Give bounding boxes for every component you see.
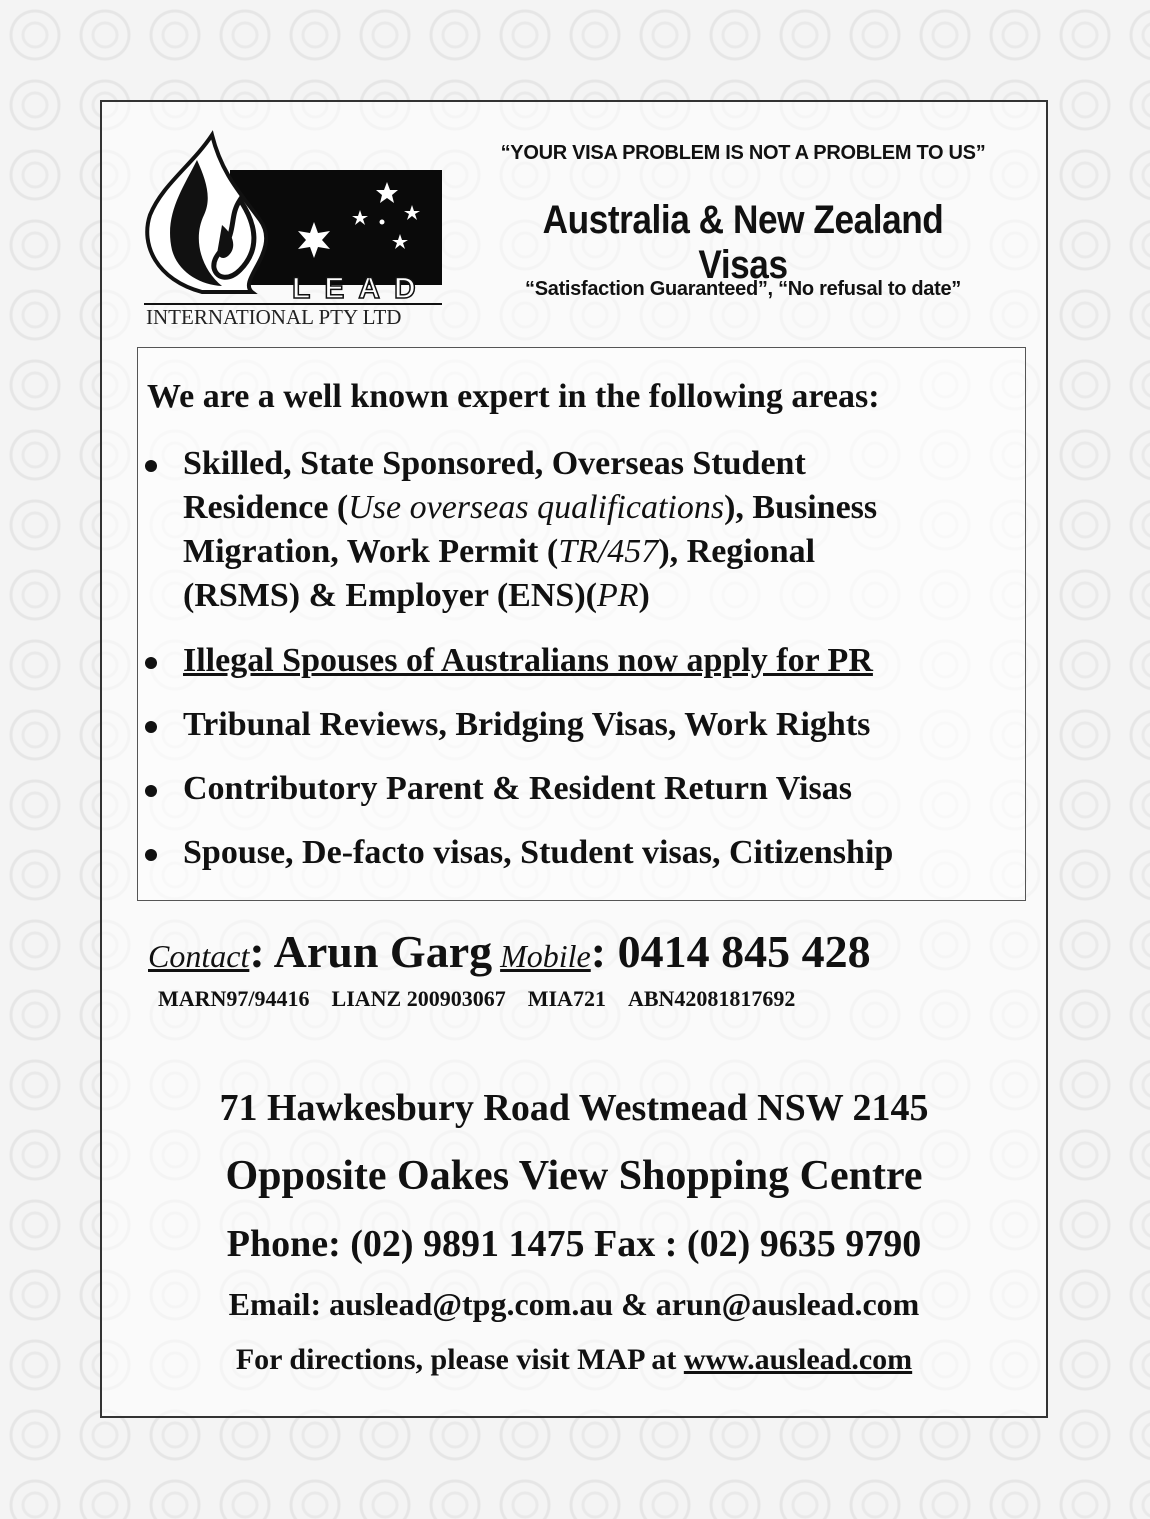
directions-text: For directions, please visit MAP at	[235, 1343, 684, 1376]
bullet-icon	[145, 849, 157, 861]
mobile-number[interactable]: : 0414 845 428	[590, 926, 871, 977]
directions-line	[100, 1343, 1048, 1377]
bullet-icon	[145, 785, 157, 797]
contact-label: Contact	[148, 938, 250, 974]
company-logo	[142, 130, 447, 330]
pr-label: PR	[596, 577, 639, 614]
mia-number: MIA721	[527, 986, 606, 1011]
landmark: Opposite Oakes View Shopping Centre	[225, 1153, 923, 1199]
registration-numbers	[158, 986, 817, 1012]
bullet-icon	[145, 721, 157, 733]
service-item-spouse: Spouse, De-facto visas, Student visas, Citizenship	[183, 834, 894, 871]
services-heading: We are a well known expert in the following areas:	[147, 378, 880, 415]
lianz-number: LIANZ 200903067	[331, 986, 506, 1011]
residence-note: Use overseas qualifications	[348, 489, 725, 526]
phone-fax: Phone: (02) 9891 1475 Fax : (02) 9635 9790	[226, 1223, 922, 1265]
satisfaction-tagline: “Satisfaction Guaranteed”, “No refusal to date”	[525, 278, 961, 300]
bullet-icon	[145, 657, 157, 669]
marn-number: MARN97/94416	[158, 986, 310, 1011]
service-item-parent: Contributory Parent & Resident Return Visas	[183, 770, 852, 807]
bullet-icon	[145, 460, 157, 472]
logo-brand: LEAD	[292, 272, 430, 305]
logo-company: INTERNATIONAL PTY LTD	[146, 305, 402, 329]
work-permit-code: TR/457	[558, 533, 659, 570]
service-item-illegal-spouses: Illegal Spouses of Australians now apply for PR	[183, 642, 873, 679]
service-item-tribunal: Tribunal Reviews, Bridging Visas, Work Rights	[183, 706, 871, 743]
website-link[interactable]: www.auslead.com	[683, 1343, 913, 1376]
service-item-skilled: Skilled, State Sponsored, Overseas Student Residence (Use overseas qualifications), Business Migration, Work Permit (TR/457), Regional (RSMS) & Employer (ENS)(PR)	[183, 445, 878, 614]
mobile-label: Mobile	[500, 938, 591, 974]
headline: Australia & New Zealand Visas	[542, 198, 944, 287]
street-address: 71 Hawkesbury Road Westmead NSW 2145	[219, 1087, 929, 1129]
tagline: “YOUR VISA PROBLEM IS NOT A PROBLEM TO US”	[500, 142, 986, 164]
services-box	[137, 347, 1026, 901]
contact-line	[148, 925, 871, 978]
email-line: Email: auslead@tpg.com.au & arun@auslead.com	[228, 1286, 920, 1322]
logo-icon	[142, 130, 447, 330]
abn-number: ABN42081817692	[627, 986, 796, 1011]
contact-name: : Arun Garg	[249, 926, 493, 977]
